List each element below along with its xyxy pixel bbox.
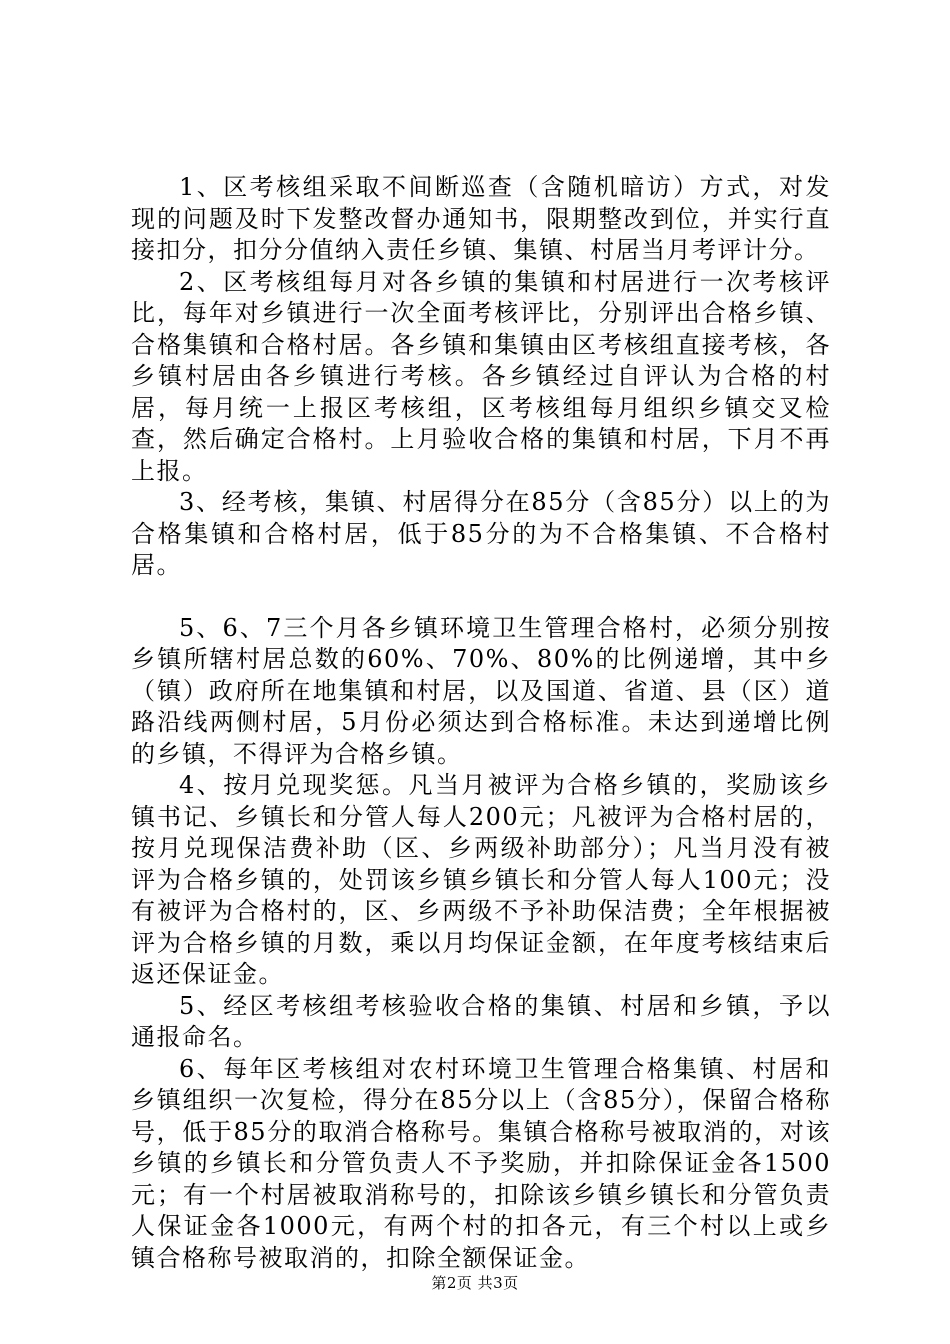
- page-footer: 第2页 共3页: [431, 1274, 519, 1292]
- paragraph-1: 1、区考核组采取不间断巡查（含随机暗访）方式，对发现的问题及时下发整改督办通知书，限期整改到位，并实行直接扣分，扣分分值纳入责任乡镇、集镇、村居当月考评计分。: [131, 173, 831, 264]
- paragraph-7: 6、每年区考核组对农村环境卫生管理合格集镇、村居和乡镇组织一次复检，得分在85分以上（含85分），保留合格称号，低于85分的取消合格称号。集镇合格称号被取消的，对该乡镇的乡镇长和分管负责人不予奖励，并扣除保证金各1500元；有一个村居被取消称号的，扣除该乡镇乡镇长和分管负责人保证金各1000元，有两个村的扣各元，有三个村以上或乡镇合格称号被取消的，扣除全额保证金。: [131, 1054, 831, 1272]
- paragraph-2: 2、区考核组每月对各乡镇的集镇和村居进行一次考核评比，每年对乡镇进行一次全面考核评比，分别评出合格乡镇、合格集镇和合格村居。各乡镇和集镇由区考核组直接考核，各乡镇村居由各乡镇进行考核。各乡镇经过自评认为合格的村居，每月统一上报区考核组，区考核组每月组织乡镇交叉检查，然后确定合格村。上月验收合格的集镇和村居，下月不再上报。: [131, 267, 831, 485]
- document-body: [131, 172, 831, 1274]
- paragraph-3: 3、经考核，集镇、村居得分在85分（含85分）以上的为合格集镇和合格村居，低于85分的为不合格集镇、不合格村居。: [131, 488, 831, 579]
- paragraph-4: 5、6、7三个月各乡镇环境卫生管理合格村，必须分别按乡镇所辖村居总数的60%、70%、80%的比例递增，其中乡（镇）政府所在地集镇和村居，以及国道、省道、县（区）道路沿线两侧村居，5月份必须达到合格标准。未达到递增比例的乡镇，不得评为合格乡镇。: [131, 613, 831, 768]
- paragraph-6: 5、经区考核组考核验收合格的集镇、村居和乡镇，予以通报命名。: [131, 991, 831, 1051]
- paragraph-5: 4、按月兑现奖惩。凡当月被评为合格乡镇的，奖励该乡镇书记、乡镇长和分管人每人200元；凡被评为合格村居的，按月兑现保洁费补助（区、乡两级补助部分）；凡当月没有被评为合格乡镇的，处罚该乡镇乡镇长和分管人每人100元；没有被评为合格村的，区、乡两级不予补助保洁费；全年根据被评为合格乡镇的月数，乘以月均保证金额，在年度考核结束后返还保证金。: [131, 771, 831, 988]
